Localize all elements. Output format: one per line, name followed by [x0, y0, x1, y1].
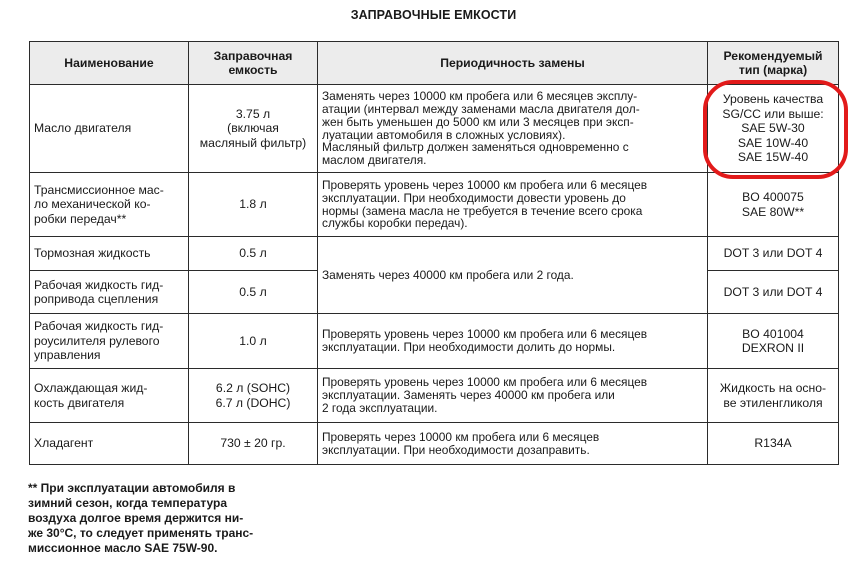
row-capacity: 6.2 л (SOHC) 6.7 л (DOHC)	[189, 369, 318, 423]
table-row	[30, 173, 839, 237]
column-header-recommended: Рекомендуемый тип (марка)	[708, 42, 839, 85]
row-name: Тормозная жидкость	[30, 237, 189, 271]
table-row	[30, 237, 839, 271]
row-recommended: DOT 3 или DOT 4	[708, 237, 839, 271]
page-title: ЗАПРАВОЧНЫЕ ЕМКОСТИ	[350, 8, 517, 22]
row-name: Масло двигателя	[30, 85, 189, 173]
row-recommended: BO 401004 DEXRON II	[708, 314, 839, 369]
row-capacity: 730 ± 20 гр.	[189, 423, 318, 465]
row-recommended: R134A	[708, 423, 839, 465]
row-capacity: 0.5 л	[189, 271, 318, 314]
row-name: Хладагент	[30, 423, 189, 465]
column-header-name: Наименование	[30, 42, 189, 85]
row-period-shared: Заменять через 40000 км пробега или 2 года.	[318, 237, 708, 314]
row-name: Трансмиссионное мас- ло механической ко- робки передач**	[30, 173, 189, 237]
row-capacity: 1.0 л	[189, 314, 318, 369]
column-header-capacity: Заправочная емкость	[189, 42, 318, 85]
row-recommended: DOT 3 или DOT 4	[708, 271, 839, 314]
row-period: Проверять уровень через 10000 км пробега или 6 месяцев эксплуатации. При необходимости долить до нормы.	[318, 314, 708, 369]
row-name: Рабочая жидкость гид- роусилителя рулевого управления	[30, 314, 189, 369]
row-capacity: 0.5 л	[189, 237, 318, 271]
table-row	[30, 314, 839, 369]
row-capacity: 1.8 л	[189, 173, 318, 237]
row-name: Рабочая жидкость гид- ропривода сцепления	[30, 271, 189, 314]
row-period: Проверять уровень через 10000 км пробега или 6 месяцев эксплуатации. Заменять через 40000 км пробега или 2 года эксплуатации.	[318, 369, 708, 423]
row-recommended: BO 400075 SAE 80W**	[708, 173, 839, 237]
row-capacity: 3.75 л (включая масляный фильтр)	[189, 85, 318, 173]
table-row	[30, 369, 839, 423]
column-header-period: Периодичность замены	[318, 42, 708, 85]
row-period: Заменять через 10000 км пробега или 6 месяцев эксплу- атации (интервал между заменами масла двигателя дол- жен быть уменьшен до 5000 км или 3 месяцев при эксп- луатации автомобиля в сложных условиях). Масляный фильтр должен заменяться одновременно с маслом двигателя.	[318, 85, 708, 173]
fluid-capacity-table	[29, 41, 839, 465]
row-recommended: Уровень качества SG/CC или выше: SAE 5W-30 SAE 10W-40 SAE 15W-40	[708, 85, 839, 173]
row-recommended: Жидкость на осно- ве этиленгликоля	[708, 369, 839, 423]
table-row	[30, 85, 839, 173]
table-row	[30, 423, 839, 465]
row-name: Охлаждающая жид- кость двигателя	[30, 369, 189, 423]
row-period: Проверять уровень через 10000 км пробега или 6 месяцев эксплуатации. При необходимости довести уровень до нормы (замена масла не требуется в течение всего срока службы коробки передач).	[318, 173, 708, 237]
footnote: ** При эксплуатации автомобиля в зимний сезон, когда температура воздуха долгое время держится ни- же 30°С, то следует применять транс- миссионное масло SAE 75W-90.	[28, 481, 254, 555]
row-period: Проверять через 10000 км пробега или 6 месяцев эксплуатации. При необходимости дозаправить.	[318, 423, 708, 465]
table-header-row	[30, 42, 839, 85]
